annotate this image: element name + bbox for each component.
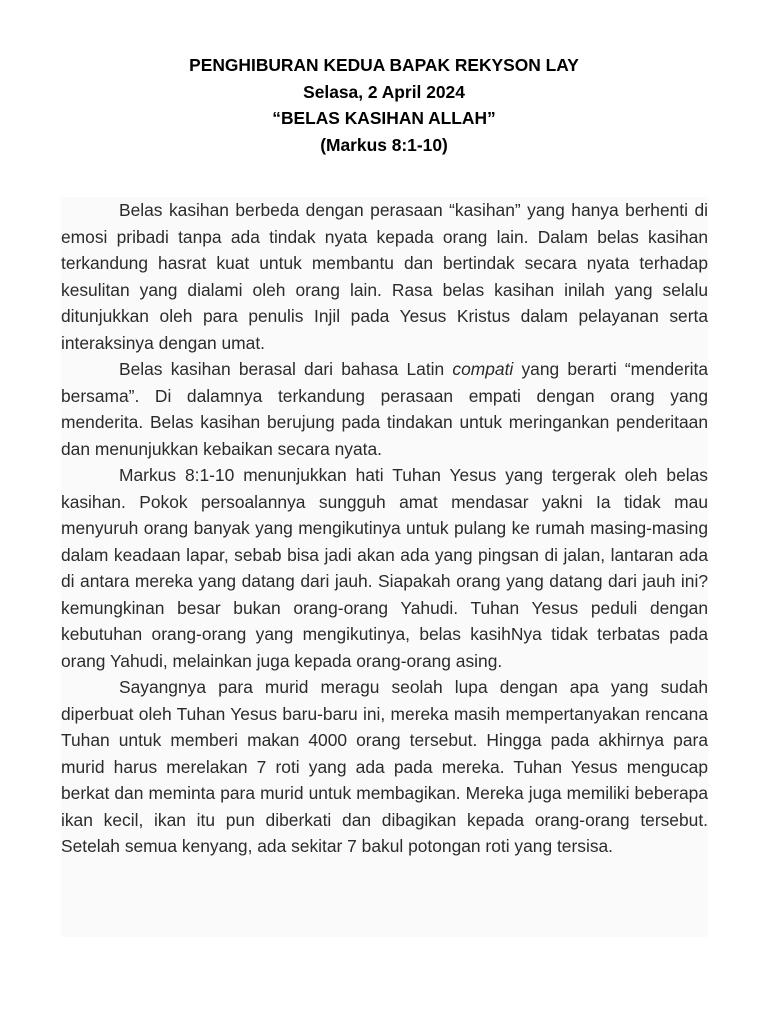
paragraph-1: Belas kasihan berbeda dengan perasaan “kasihan” yang hanya berhenti di emosi pribadi tanpa ada tindak nyata kepada orang lain. Dalam belas kasihan terkandung hasrat kuat untuk membantu dan bertindak secara nyata terhadap kesulitan yang dialami oleh orang lain. Rasa belas kasihan inilah yang selalu ditunjukkan oleh para penulis Injil pada Yesus Kristus dalam pelayanan serta interaksinya dengan umat. — [61, 200, 708, 353]
paragraph-4: Sayangnya para murid meragu seolah lupa dengan apa yang sudah diperbuat oleh Tuhan Yesus baru-baru ini, mereka masih mempertanyakan rencana Tuhan untuk memberi makan 4000 orang tersebut. Hingga pada akhirnya para murid harus merelakan 7 roti yang ada pada mereka. Tuhan Yesus mengucap berkat dan meminta para murid untuk membagikan. Mereka juga memiliki beberapa ikan kecil, ikan itu pun diberkati dan dibagikan kepada orang-orang tersebut. Setelah semua kenyang, ada sekitar 7 bakul potongan roti yang tersisa. — [61, 677, 708, 856]
document-theme: “BELAS KASIHAN ALLAH” — [272, 108, 496, 128]
scripture-reference: (Markus 8:1-10) — [320, 134, 448, 155]
document-date: Selasa, 2 April 2024 — [303, 81, 465, 102]
paragraph-2-text-end: yang berarti “menderita bersama”. Di dalamnya terkandung perasaan empati dengan orang yang menderita. Belas kasihan berujung pada tindakan untuk meringankan penderitaan dan menunjukkan kebaikan secara nyata. — [61, 359, 708, 459]
document-header — [0, 52, 768, 158]
document-title: PENGHIBURAN KEDUA BAPAK REKYSON LAY — [189, 55, 579, 75]
paragraph-3: Markus 8:1-10 menunjukkan hati Tuhan Yesus yang tergerak oleh belas kasihan. Pokok persoalannya sungguh amat mendasar yakni Ia tidak mau menyuruh orang banyak yang mengikutinya untuk pulang ke rumah masing-masing dalam keadaan lapar, sebab bisa jadi akan ada yang pingsan di jalan, lantaran ada di antara mereka yang datang dari jauh. Siapakah orang yang datang dari jauh ini? kemungkinan besar bukan orang-orang Yahudi. Tuhan Yesus peduli dengan kebutuhan orang-orang yang mengikutinya, belas kasihNya tidak terbatas pada orang Yahudi, melainkan juga kepada orang-orang asing. — [61, 465, 708, 671]
document-body — [61, 197, 708, 860]
paragraph-2-text-start: Belas kasihan berasal dari bahasa Latin — [119, 359, 453, 379]
paragraph-2 — [61, 356, 708, 462]
latin-term: compati — [452, 359, 514, 379]
